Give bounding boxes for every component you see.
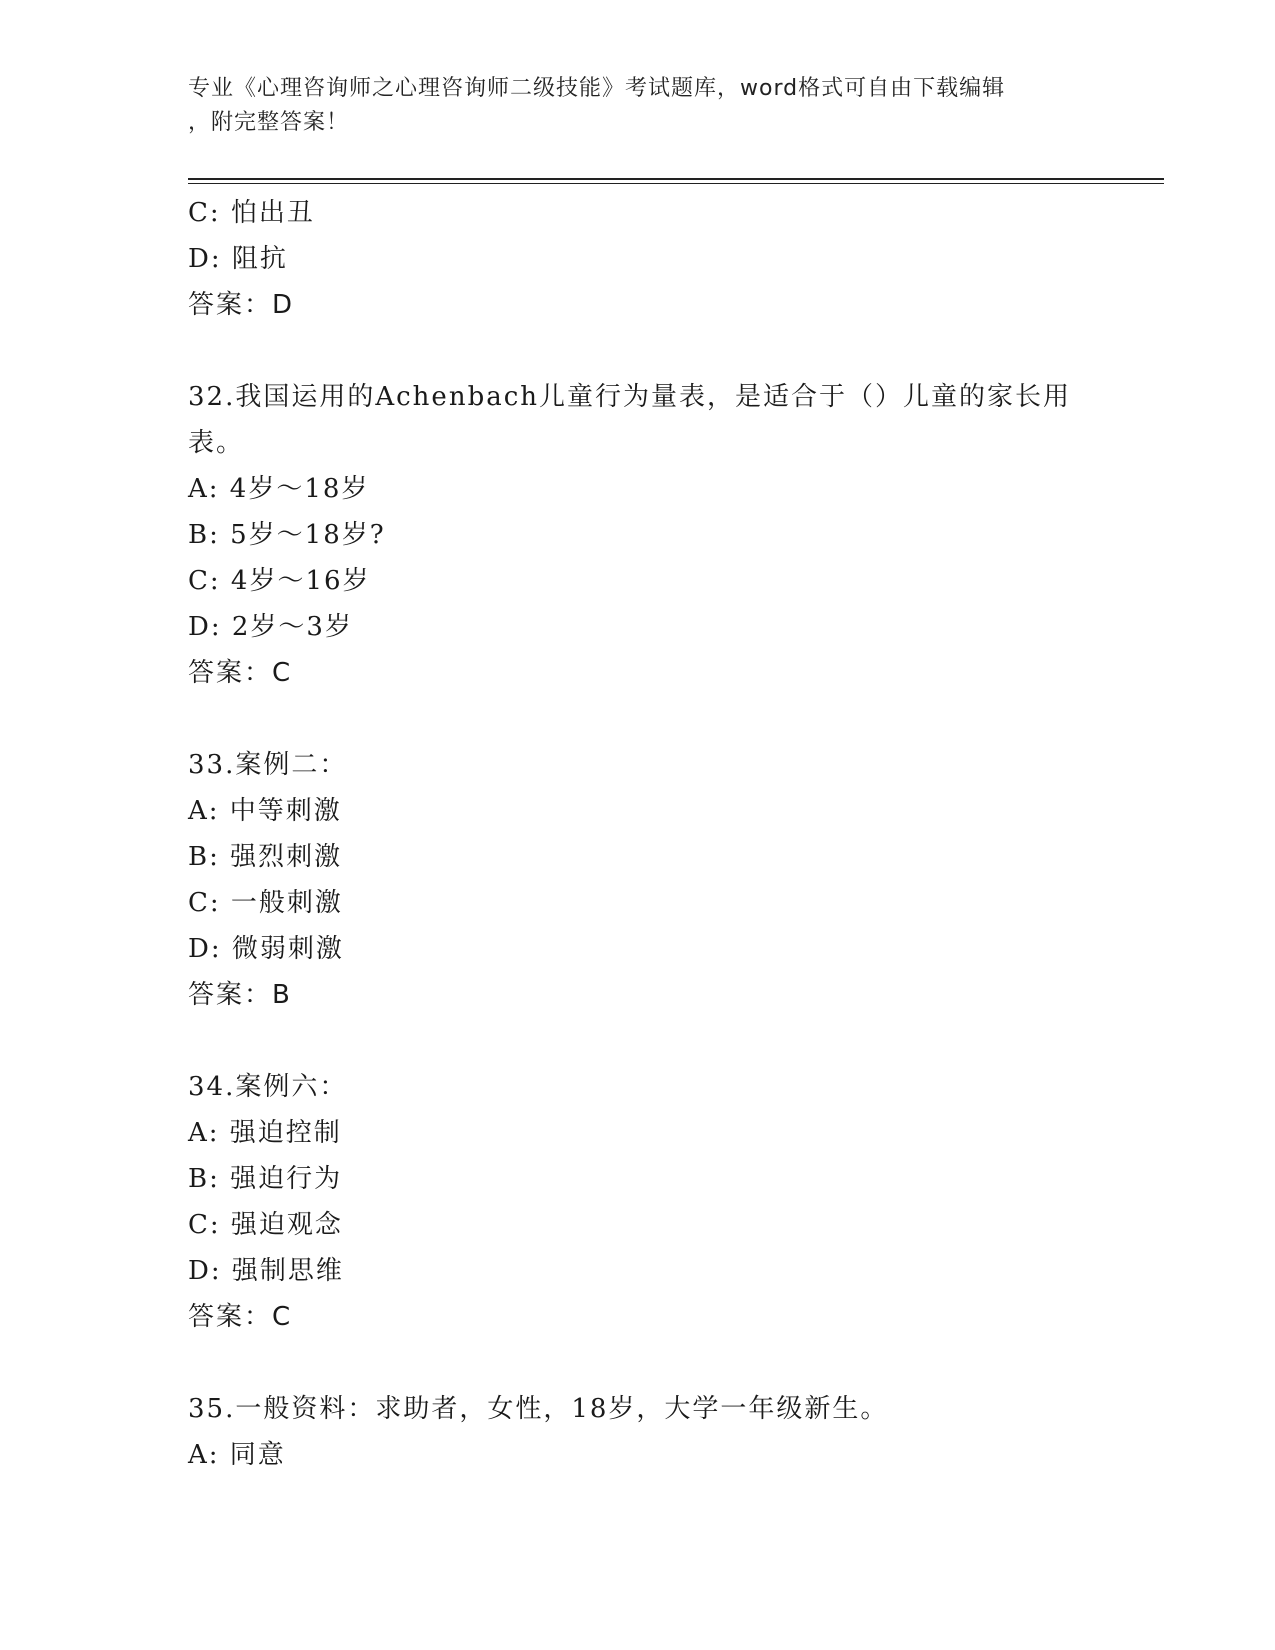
- option-a: A: 强迫控制: [188, 1118, 342, 1148]
- option-c: C: 一般刺激: [188, 888, 343, 918]
- option-c: C: 怕出丑: [188, 198, 315, 228]
- spacer: [188, 328, 1088, 374]
- question-33: [188, 742, 1088, 1018]
- option-a: A: 同意: [188, 1440, 286, 1470]
- spacer: [188, 1340, 1088, 1386]
- document-header: [188, 72, 1088, 140]
- option-d: D: 微弱刺激: [188, 934, 344, 964]
- header-divider-thin: [188, 183, 1164, 184]
- option-d: D: 2岁～3岁: [188, 612, 353, 642]
- question-stem-line-2: 表。: [188, 428, 245, 458]
- answer-line: 答案：C: [188, 658, 293, 688]
- question-34: [188, 1064, 1088, 1340]
- option-d: D: 强制思维: [188, 1256, 344, 1286]
- answer-line: 答案：C: [188, 1302, 293, 1332]
- question-list: [188, 190, 1088, 1478]
- header-divider-thick: [188, 178, 1164, 180]
- option-b: B: 强烈刺激: [188, 842, 343, 872]
- question-stem: 34.案例六：: [188, 1072, 348, 1102]
- option-c: C: 4岁～16岁: [188, 566, 371, 596]
- header-line-1: 专业《心理咨询师之心理咨询师二级技能》考试题库，word格式可自由下载编辑: [188, 76, 1006, 101]
- question-stem: 35.一般资料：求助者，女性，18岁，大学一年级新生。: [188, 1394, 889, 1424]
- option-b: B: 5岁～18岁?: [188, 520, 386, 550]
- question-32: [188, 374, 1088, 696]
- question-35: [188, 1386, 1088, 1478]
- question-stem-line-1: 32.我国运用的Achenbach儿童行为量表，是适合于（）儿童的家长用: [188, 382, 1072, 412]
- header-line-2: ，附完整答案！: [188, 110, 350, 135]
- option-c: C: 强迫观念: [188, 1210, 343, 1240]
- option-b: B: 强迫行为: [188, 1164, 343, 1194]
- question-31-continued: [188, 190, 1088, 328]
- question-stem: 33.案例二：: [188, 750, 348, 780]
- answer-line: 答案：D: [188, 290, 295, 320]
- answer-line: 答案：B: [188, 980, 292, 1010]
- option-d: D: 阻抗: [188, 244, 288, 274]
- option-a: A: 4岁～18岁: [188, 474, 370, 504]
- spacer: [188, 1018, 1088, 1064]
- spacer: [188, 696, 1088, 742]
- option-a: A: 中等刺激: [188, 796, 342, 826]
